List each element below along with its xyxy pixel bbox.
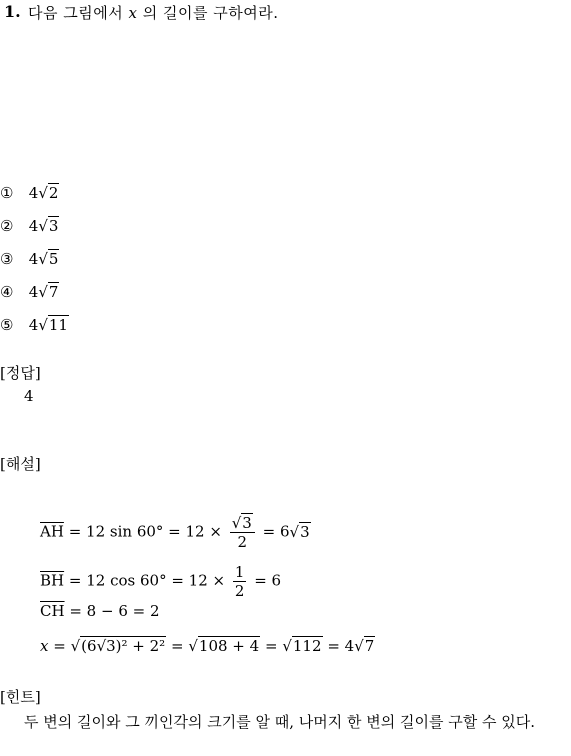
equation-x-eq: = <box>53 637 66 655</box>
choice-marker: ① <box>0 184 14 202</box>
choice-1[interactable] <box>0 184 59 206</box>
answer-value: 4 <box>24 387 34 405</box>
sqrt-symbol: √5 <box>38 250 59 268</box>
equation-x-r1: 108 + 4 <box>198 637 260 655</box>
choice-radicand: 2 <box>48 184 59 202</box>
choice-marker: ⑤ <box>0 316 14 334</box>
fraction-numerator-radicand: 3 <box>242 514 252 532</box>
choice-5[interactable] <box>0 316 69 338</box>
hint-label: [힌트] <box>0 688 41 706</box>
choice-coefficient: 4 <box>28 283 39 301</box>
sqrt-symbol: √108 + 4 <box>188 637 260 655</box>
question-text <box>28 2 278 23</box>
equation-bh-expr1: = 12 cos 60° = 12 × <box>68 571 226 590</box>
equation-ch <box>40 602 160 632</box>
choice-coefficient: 4 <box>28 316 39 334</box>
equation-ah-expr2: = 6 <box>262 522 290 541</box>
sqrt-symbol: √7 <box>38 283 59 301</box>
equation-ch-expr: = 8 − 6 = 2 <box>69 602 160 620</box>
equation-x <box>40 637 375 667</box>
choice-marker: ③ <box>0 250 14 268</box>
choice-radicand: 7 <box>48 283 59 301</box>
fraction-numerator: 1 <box>234 563 245 581</box>
fraction-denominator: 2 <box>234 582 245 600</box>
equation-x-inner: (6√3)² + 2² <box>81 637 166 655</box>
choice-3[interactable] <box>0 250 59 272</box>
equation-x-mid2: = <box>264 637 278 655</box>
fraction-1-over-2 <box>233 563 247 600</box>
segment-bh: $\overline{BH}$ <box>40 571 65 590</box>
equation-x-r2: 112 <box>292 637 322 655</box>
choice-marker: ④ <box>0 283 14 301</box>
sqrt-symbol: √11 <box>38 316 68 334</box>
segment-ah: $\overline{AH}$ <box>40 522 64 541</box>
figure-area <box>0 30 571 180</box>
question-variable: x <box>128 4 138 22</box>
choice-2[interactable] <box>0 217 59 239</box>
question-number: 1. <box>4 2 21 21</box>
question-text-after: 의 길이를 구하여라. <box>142 4 279 22</box>
equation-ah <box>40 514 311 551</box>
sqrt-symbol: √2 <box>38 184 59 202</box>
choice-coefficient: 4 <box>28 250 39 268</box>
solution-label: [해설] <box>0 455 41 473</box>
equation-x-mid3: = 4 <box>327 637 355 655</box>
equation-ah-expr1: = 12 sin 60° = 12 × <box>68 522 222 541</box>
choice-radicand: 3 <box>48 217 59 235</box>
choice-coefficient: 4 <box>28 217 39 235</box>
choice-marker: ② <box>0 217 14 235</box>
sqrt-symbol: √3 <box>289 522 310 541</box>
equation-bh <box>40 563 282 600</box>
fraction-root3-over-2: $\frac{√3}{2}$ <box>230 514 255 551</box>
hint-text: 두 변의 길이와 그 끼인각의 크기를 알 때, 나머지 한 변의 길이를 구할 수 있다. <box>24 713 535 731</box>
answer-label: [정답] <box>0 364 41 382</box>
equation-x-mid1: = <box>170 637 184 655</box>
choice-coefficient: 4 <box>28 184 39 202</box>
sqrt-symbol: √7 <box>354 637 375 655</box>
choice-radicand: 11 <box>48 316 68 334</box>
choice-4[interactable] <box>0 283 59 305</box>
sqrt-symbol: √112 <box>282 637 322 655</box>
sqrt-symbol: √3 <box>38 217 59 235</box>
equation-x-var: x <box>40 637 49 655</box>
choice-radicand: 5 <box>48 250 59 268</box>
equation-bh-expr2: = 6 <box>254 571 282 590</box>
fraction-denominator: 2 <box>237 533 248 551</box>
equation-ah-radicand: 3 <box>300 522 310 541</box>
equation-x-r3: 7 <box>364 637 375 655</box>
sqrt-symbol: √(6√3)² + 2² <box>70 637 166 655</box>
question-text-before: 다음 그림에서 <box>28 4 124 22</box>
segment-ch: $\overline{CH}$ <box>40 602 65 620</box>
